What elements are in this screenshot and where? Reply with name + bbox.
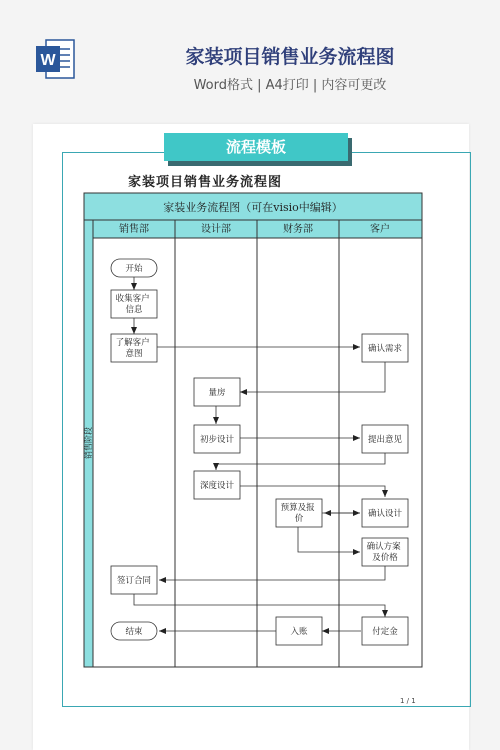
initial-design-label: 初步设计: [199, 435, 235, 445]
column-header-sales: 销售部: [119, 224, 149, 235]
collect-label-text: 收集客户: [115, 294, 150, 304]
confirm-design-label: 确认设计: [367, 509, 403, 519]
table-title: 家装业务流程图（可在visio中编辑）: [163, 201, 343, 214]
column-header-finance: 财务部: [283, 224, 313, 235]
budget-label-text: 预算及报: [280, 503, 315, 513]
intent-label-text-2: 意图: [125, 349, 143, 359]
sign-label: 签订合同: [116, 576, 152, 586]
start-label: 开始: [125, 264, 143, 274]
budget-label-text-2: 价: [294, 514, 304, 524]
deep-design-label: 深度设计: [199, 481, 235, 491]
column-header-customer: 客户: [370, 224, 390, 235]
template-banner: 流程模板: [164, 133, 348, 161]
entry-label: 入账: [290, 627, 308, 637]
phase-label: 销售阶段: [84, 427, 93, 459]
intent-label-text: 了解客户: [115, 338, 150, 348]
page-title: 家装项目销售业务流程图: [185, 46, 395, 68]
column-header-design: 设计部: [201, 224, 231, 235]
feedback-label: 提出意见: [367, 435, 403, 445]
measure-label: 量房: [208, 388, 226, 398]
deposit-label: 付定金: [372, 627, 398, 637]
collect-label-text-2: 信息: [125, 305, 143, 315]
end-label: 结束: [125, 627, 143, 637]
confirm-plan-label-text: 确认方案: [366, 542, 401, 552]
confirm-plan-label-text-2: 及价格: [372, 553, 398, 563]
word-icon-letter: W: [40, 52, 56, 69]
page-subtitle: Word格式 | A4打印 | 内容可更改: [193, 78, 387, 93]
flowchart-title: 家装项目销售业务流程图: [128, 175, 283, 190]
confirm-needs-label: 确认需求: [367, 344, 403, 354]
page-number: 1 / 1: [400, 697, 416, 705]
